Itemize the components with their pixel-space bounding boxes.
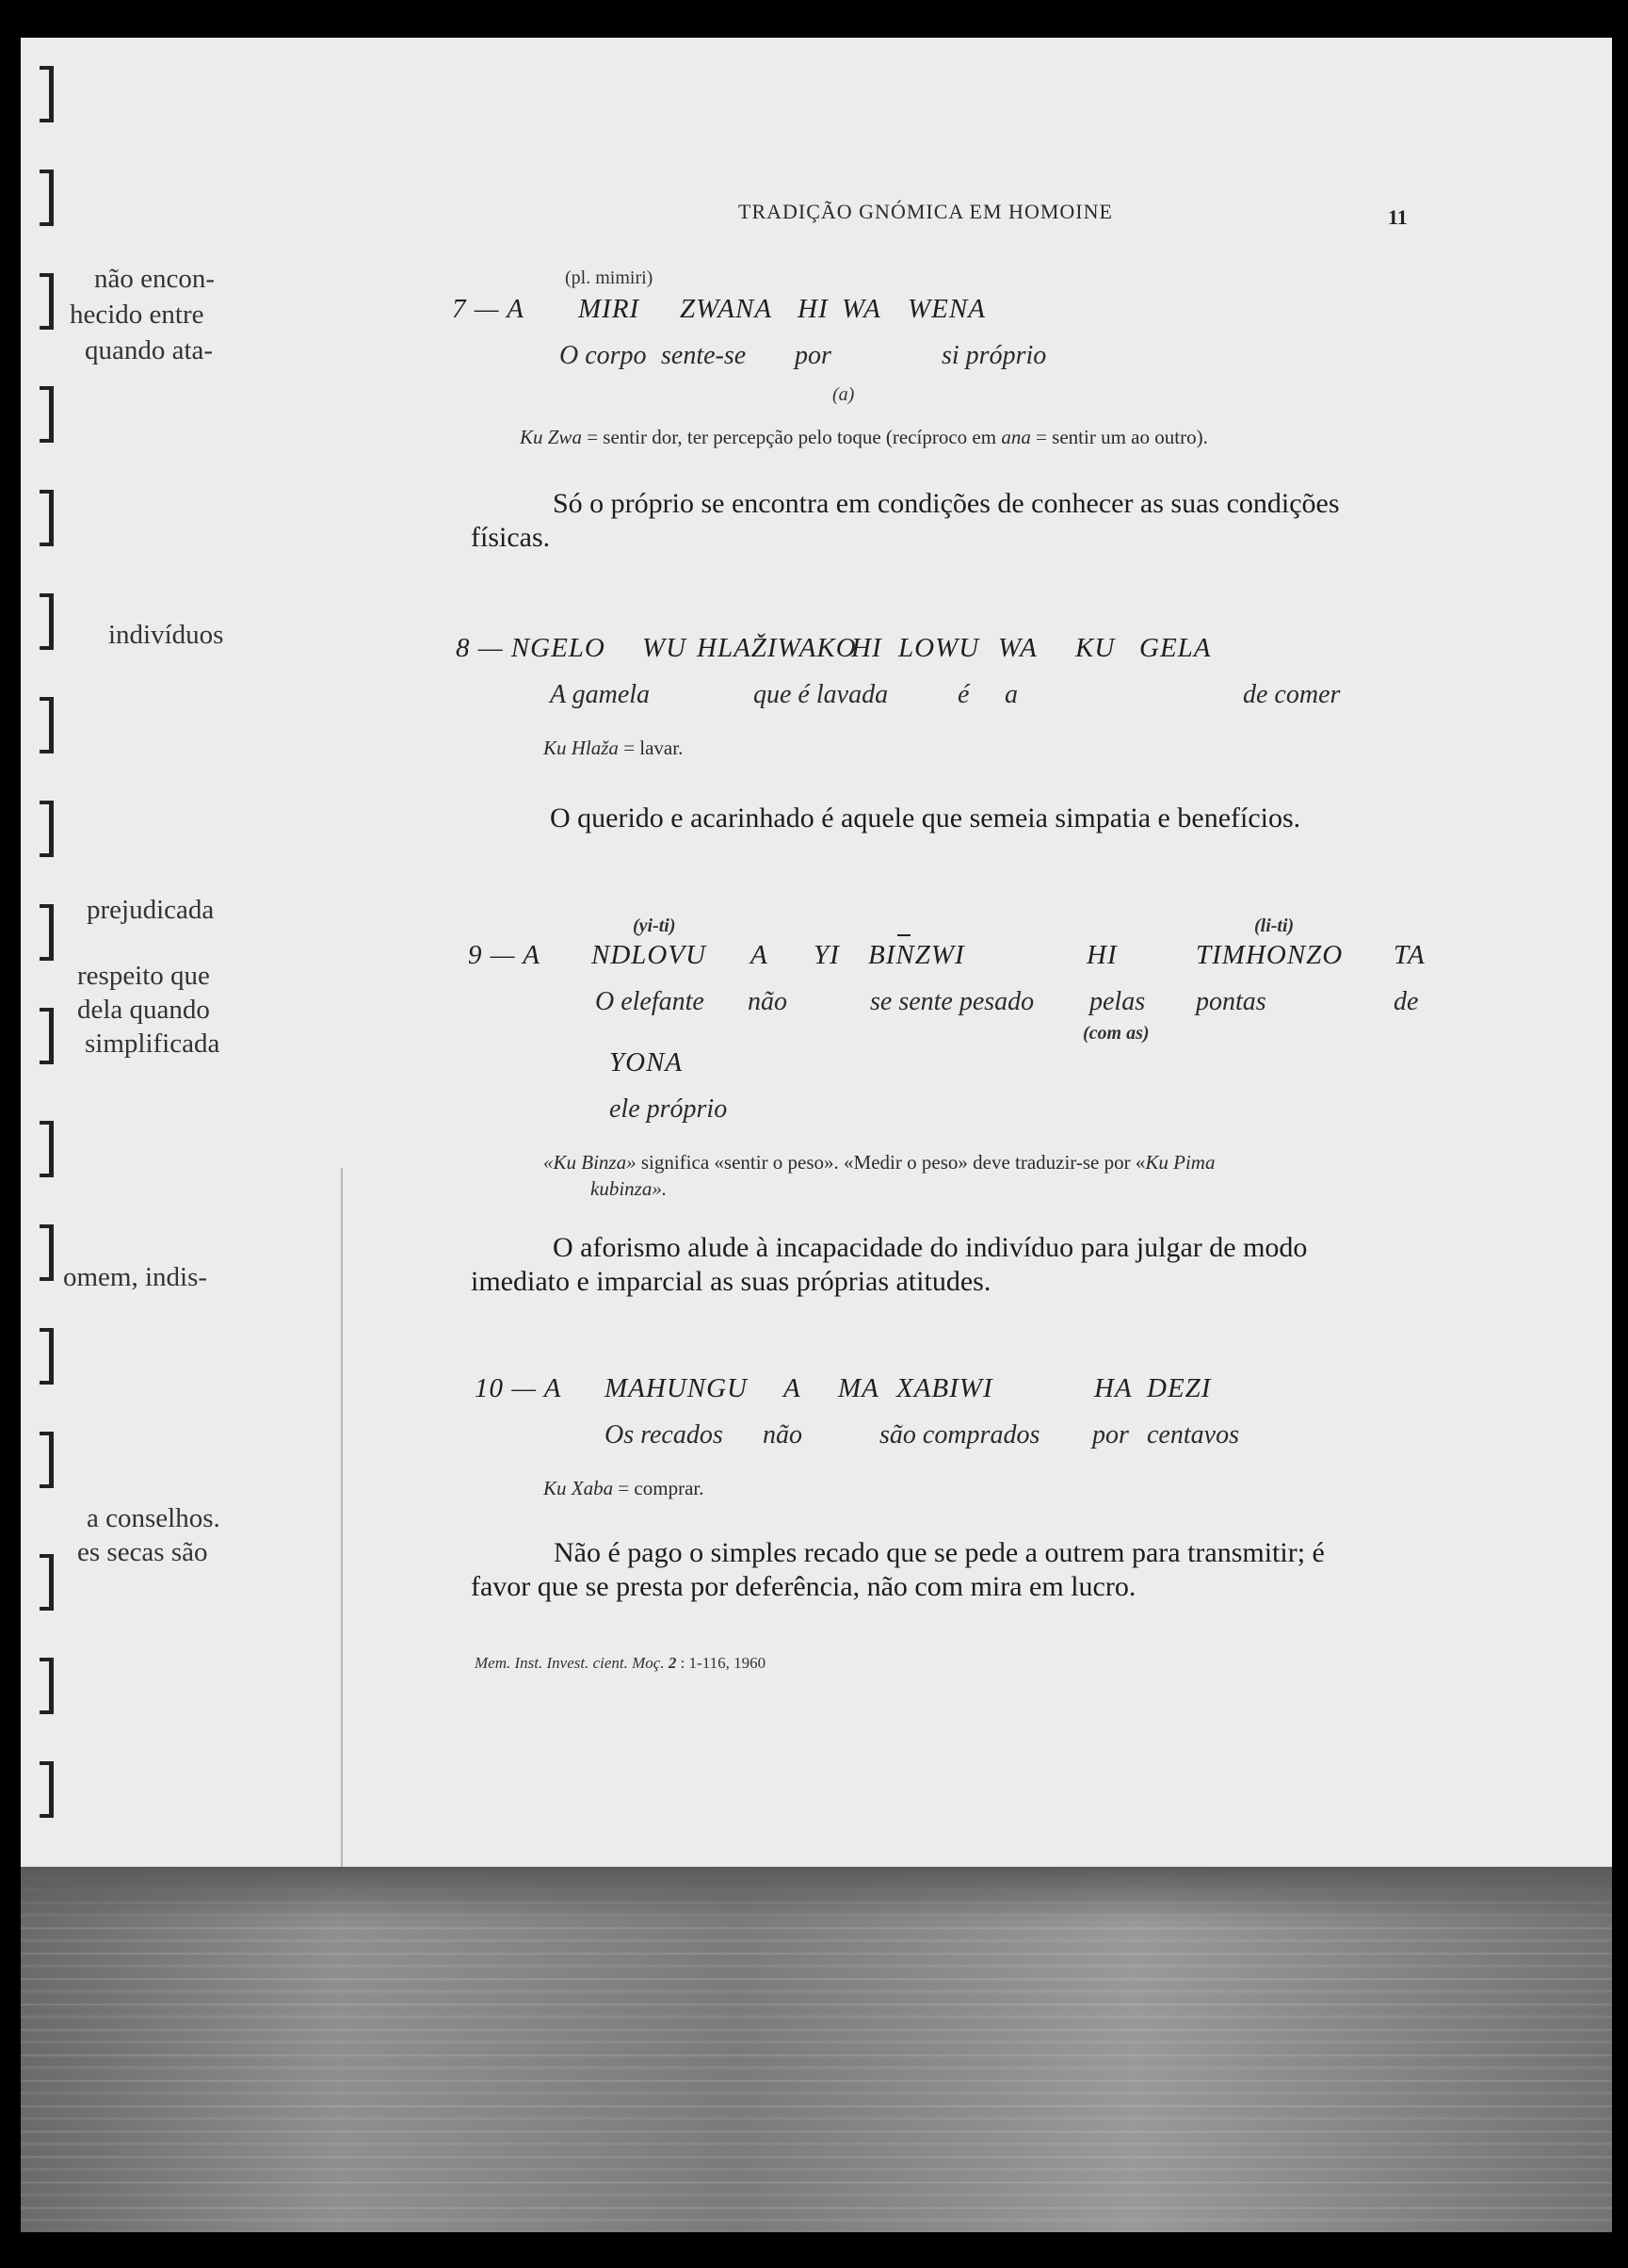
proverb-word: YONA (609, 1047, 684, 1077)
proverb-word: HI (851, 633, 882, 663)
gloss-term: Ku Xaba (543, 1477, 614, 1499)
left-fragment: simplificada (85, 1029, 220, 1059)
proverb-number: 9 — A (468, 940, 540, 970)
proverb-word: KU (1075, 633, 1116, 663)
binding-clip (40, 904, 54, 961)
gloss-line (520, 426, 1208, 449)
proverb-word: WA (842, 294, 881, 324)
sub-note: (a) (832, 384, 855, 405)
proverb-translation: que é lavada (753, 680, 889, 709)
scan-artifact-band (21, 1867, 1612, 2232)
proverb-translation: de comer (1243, 680, 1341, 709)
explanation-paragraph: imediato e imparcial as suas próprias atitudes. (471, 1266, 991, 1297)
page-number: 11 (1388, 205, 1408, 229)
binding-clip (40, 386, 54, 443)
left-fragment: prejudicada (87, 895, 215, 925)
binding-clip (40, 1554, 54, 1611)
proverb-word: DEZI (1147, 1373, 1212, 1403)
left-fragment: es secas são (77, 1537, 208, 1567)
binding-clip (40, 1121, 54, 1177)
proverb-word: WENA (908, 294, 986, 324)
gloss-term: Ku Hlaža (543, 737, 619, 759)
binding-clip (40, 697, 54, 753)
proverb-translation: por (1092, 1420, 1129, 1450)
gloss-text: significa «sentir o peso». «Medir o peso» deve traduzir-se por « (636, 1151, 1146, 1174)
proverb-translation: Os recados (604, 1420, 723, 1450)
binding-clip (40, 66, 54, 122)
proverb-word: MIRI (578, 294, 640, 324)
explanation-paragraph: Só o próprio se encontra em condições de conhecer as suas condições (553, 488, 1340, 519)
binding-clip (40, 801, 54, 857)
proverb-translation: se sente pesado (870, 987, 1035, 1016)
proverb-translation: pelas (1089, 987, 1146, 1016)
explanation-paragraph: O querido e acarinhado é aquele que semeia simpatia e benefícios. (550, 802, 1301, 834)
explanation-paragraph: físicas. (471, 522, 551, 553)
proverb-translation: pontas (1196, 987, 1266, 1016)
proverb-word: WA (998, 633, 1038, 663)
proverb-word: MAHUNGU (604, 1373, 748, 1403)
footer-citation (475, 1654, 766, 1673)
proverb-translation: sente-se (661, 341, 747, 370)
binding-clip (40, 490, 54, 546)
gloss-text: = sentir um ao outro). (1030, 426, 1208, 448)
left-fragment: dela quando (77, 995, 210, 1025)
citation-volume: 2 (668, 1654, 677, 1672)
left-fragment: hecido entre (70, 300, 204, 330)
proverb-word: ZWANA (680, 294, 773, 324)
binding-clip (40, 273, 54, 330)
citation-text: : 1-116, 1960 (676, 1654, 766, 1672)
proverb-word: TIMHONZO (1196, 940, 1344, 970)
gloss-text: = lavar. (618, 737, 684, 759)
proverb-word: MA (838, 1373, 879, 1403)
proverb-word: LOWU (898, 633, 980, 663)
binding-clip (40, 1008, 54, 1064)
explanation-paragraph: favor que se presta por deferência, não com mira em lucro. (471, 1571, 1136, 1602)
proverb-word: A (750, 940, 768, 970)
gloss-text: = sentir dor, ter percepção pelo toque (recíproco em (581, 426, 1002, 448)
left-fragment: indivíduos (108, 620, 224, 650)
class-note: (li-ti) (1254, 915, 1295, 936)
proverb-word: TA (1394, 940, 1426, 970)
proverb-word: A (783, 1373, 801, 1403)
citation-text: Mem. Inst. Invest. cient. Moç. (475, 1654, 669, 1672)
proverb-number: 8 — NGELO (456, 633, 605, 663)
sub-note: (com as) (1083, 1023, 1150, 1044)
gloss-line (543, 1151, 1215, 1174)
proverb-word: HI (1087, 940, 1118, 970)
proverb-word: WU (642, 633, 687, 663)
scan-streak (341, 1168, 343, 1884)
proverb-translation: si próprio (942, 341, 1047, 370)
proverb-translation: não (748, 987, 787, 1016)
proverb-word: HI (798, 294, 829, 324)
proverb-translation: O corpo (559, 341, 647, 370)
gloss-term: ana (1001, 426, 1031, 448)
proverb-number: 7 — A (452, 294, 524, 324)
proverb-word: HLAŽIWAKO (697, 633, 857, 663)
proverb-translation: não (763, 1420, 802, 1450)
gloss-term: «Ku Binza» (543, 1151, 637, 1174)
binding-clip (40, 1328, 54, 1385)
proverb-translation: de (1394, 987, 1419, 1016)
binding-clip (40, 170, 54, 226)
proverb-translation: A gamela (550, 680, 651, 709)
proverb-number: 10 — A (475, 1373, 562, 1403)
proverb-translation: a (1005, 680, 1018, 709)
scanned-page (21, 38, 1612, 2232)
gloss-line: kubinza». (590, 1177, 668, 1200)
plural-note: (pl. mimiri) (565, 267, 653, 288)
proverb-translation: é (958, 680, 970, 709)
proverb-translation: ele próprio (609, 1094, 728, 1124)
proverb-word: HA (1094, 1373, 1133, 1403)
proverb-word: BINZWI (868, 940, 965, 970)
proverb-word: YI (814, 940, 840, 970)
proverb-translation: são comprados (879, 1420, 1040, 1450)
proverb-translation: O elefante (595, 987, 704, 1016)
gloss-term: Ku Zwa (520, 426, 582, 448)
proverb-word: XABIWI (896, 1373, 993, 1403)
proverb-word: GELA (1139, 633, 1212, 663)
left-fragment: quando ata- (85, 335, 214, 365)
left-fragment: não encon- (94, 264, 216, 294)
binding-clip (40, 593, 54, 650)
running-header: TRADIÇÃO GNÓMICA EM HOMOINE (738, 200, 1113, 223)
proverb-translation: por (795, 341, 831, 370)
gloss-text: = comprar. (613, 1477, 704, 1499)
binding-clip (40, 1224, 54, 1281)
gloss-line (543, 1477, 704, 1500)
class-note: (yi-ti) (633, 915, 676, 936)
proverb-word: NDLOVU (591, 940, 707, 970)
gloss-term: Ku Pima (1145, 1151, 1216, 1174)
binding-clip (40, 1658, 54, 1714)
gloss-line (543, 737, 683, 760)
binding-clip (40, 1432, 54, 1488)
left-fragment: respeito que (77, 961, 210, 991)
explanation-paragraph: O aforismo alude à incapacidade do indivíduo para julgar de modo (553, 1232, 1308, 1263)
left-fragment: omem, indis- (63, 1262, 208, 1292)
left-fragment: a conselhos. (87, 1503, 220, 1533)
explanation-paragraph: Não é pago o simples recado que se pede a outrem para transmitir; é (554, 1537, 1325, 1568)
binding-clip (40, 1761, 54, 1818)
proverb-translation: centavos (1147, 1420, 1239, 1450)
